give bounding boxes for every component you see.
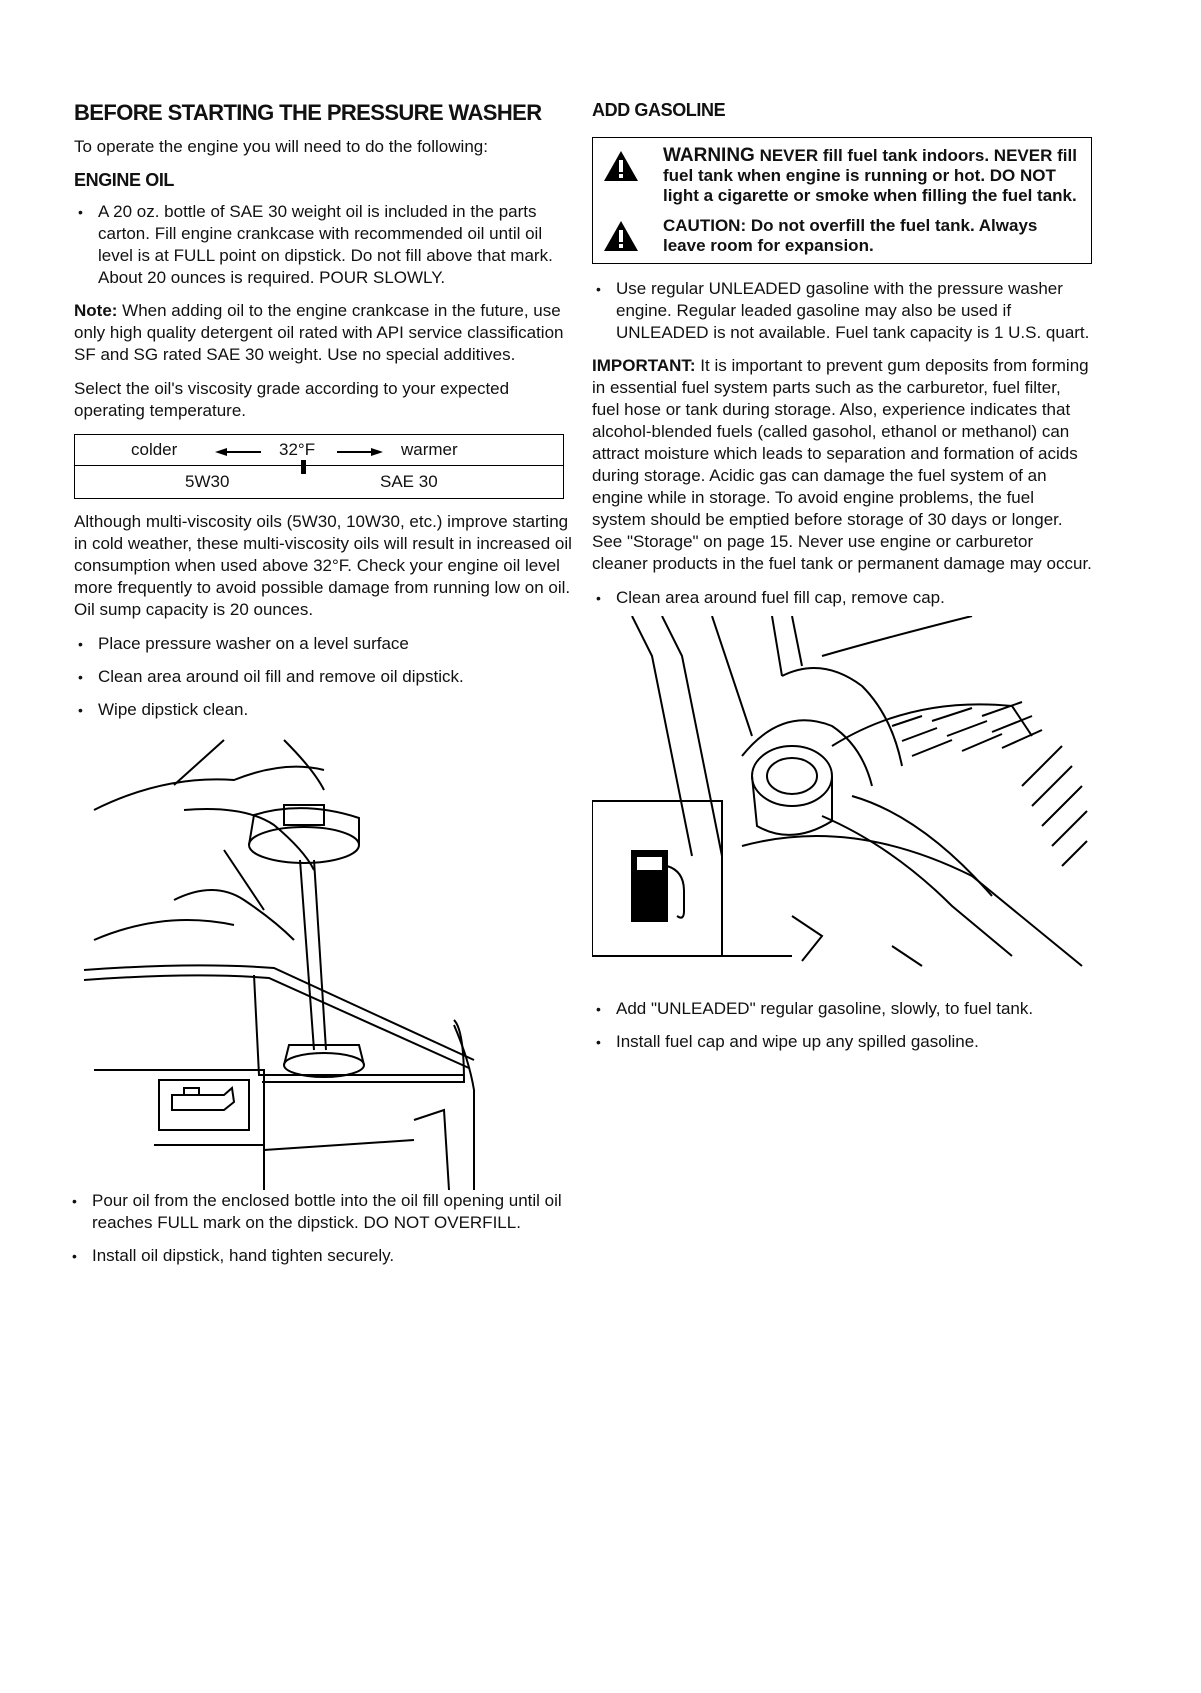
right-column (592, 100, 1092, 1064)
important-paragraph (592, 355, 1092, 575)
temperature-row (75, 435, 563, 466)
note-paragraph (74, 300, 574, 366)
caution-row (603, 216, 1081, 257)
warmer-label: warmer (401, 440, 458, 459)
fuel-cap-illustration (592, 616, 1092, 996)
list-item: • Clean area around oil fill and remove oil dipstick. (74, 666, 574, 688)
viscosity-chart (74, 434, 564, 499)
final-bullet-list (68, 1190, 574, 1267)
note-text: When adding oil to the engine crankcase in the future, use only high quality detergent oil rated with API service classification SF and SG rated SAE 30 weight. Use no special additives. (74, 301, 564, 364)
intro-text: To operate the engine you will need to do the following: (74, 137, 488, 156)
prep-bullet-list (74, 633, 574, 721)
gas-bullet-list (592, 278, 1092, 344)
section-heading: BEFORE STARTING THE PRESSURE WASHER (74, 100, 542, 125)
warning-box (592, 137, 1092, 264)
list-item: • Add "UNLEADED" regular gasoline, slowly, to fuel tank. (592, 998, 1092, 1020)
caution-triangle-icon (603, 216, 663, 257)
warning-text-block (663, 146, 1081, 206)
divider-tick (301, 460, 306, 474)
cap-bullet-list (592, 587, 1092, 609)
list-item: • Place pressure washer on a level surface (74, 633, 574, 655)
dipstick-illustration (74, 730, 494, 1190)
left-column (74, 100, 574, 1278)
arrow-left-icon (215, 448, 261, 456)
note-label: Note: (74, 301, 118, 320)
list-item: • Install oil dipstick, hand tighten securely. (68, 1245, 574, 1267)
temperature-label: 32°F (279, 440, 316, 459)
list-item: • Wipe dipstick clean. (74, 699, 574, 721)
multi-viscosity-paragraph: Although multi-viscosity oils (5W30, 10W30, etc.) improve starting in cold weather, these multi-viscosity oils will result in increased oil consumption when used above 32°F. Check your engine oil level more frequently to avoid possible damage from running low on oil. Oil sump capacity is 20 ounces. (74, 512, 572, 619)
important-label: IMPORTANT: (592, 356, 696, 375)
grade-high-label: SAE 30 (380, 472, 438, 491)
list-item: • Pour oil from the enclosed bottle into the oil fill opening until oil reaches FULL mark on the dipstick. DO NOT OVERFILL. (68, 1190, 574, 1234)
grade-row (75, 466, 563, 498)
list-item: • Use regular UNLEADED gasoline with the pressure washer engine. Regular leaded gasoline may also be used if UNLEADED is not available. Fuel tank capacity is 1 U.S. quart. (592, 278, 1092, 344)
warning-triangle-icon (603, 146, 663, 206)
warning-row (603, 146, 1081, 206)
important-text: It is important to prevent gum deposits from forming in essential fuel system parts such as the carburetor, fuel filter, fuel hose or tank during storage. Also, experience indicates that alcohol-blended fuels (called gasohol, ethanol or methanol) can attract moisture which leads to separation and formation of acids during storage. Acidic gas can damage the fuel system of an engine while in storage. To avoid engine problems, the fuel system should be emptied before storage of 30 days or longer. See "Storage" on page 15. Never use engine or carburetor cleaner products in the fuel tank or permanent damage may occur. (592, 356, 1092, 573)
warning-text: NEVER fill fuel tank indoors. NEVER fill fuel tank when engine is running or hot. DO NOT light a cigarette or smoke when filling the fuel tank. (663, 146, 1077, 205)
arrow-right-icon (337, 448, 383, 456)
list-item: • A 20 oz. bottle of SAE 30 weight oil is included in the parts carton. Fill engine crankcase with recommended oil until oil level is at FULL point on dipstick. Do not fill above that mark. About 20 ounces is required. POUR SLOWLY. (74, 201, 574, 289)
fill-bullet-list (592, 998, 1092, 1053)
oil-bullet-list (74, 201, 574, 289)
list-item: • Install fuel cap and wipe up any spilled gasoline. (592, 1031, 1092, 1053)
grade-low-label: 5W30 (185, 472, 230, 491)
caution-text: CAUTION: Do not overfill the fuel tank. Always leave room for expansion. (663, 216, 1038, 255)
colder-label: colder (131, 440, 178, 459)
engine-oil-heading: ENGINE OIL (74, 170, 175, 190)
list-item: • Clean area around fuel fill cap, remove cap. (592, 587, 1092, 609)
warning-label: WARNING (663, 145, 755, 166)
add-gasoline-heading: ADD GASOLINE (592, 100, 726, 120)
select-paragraph: Select the oil's viscosity grade according to your expected operating temperature. (74, 379, 510, 420)
